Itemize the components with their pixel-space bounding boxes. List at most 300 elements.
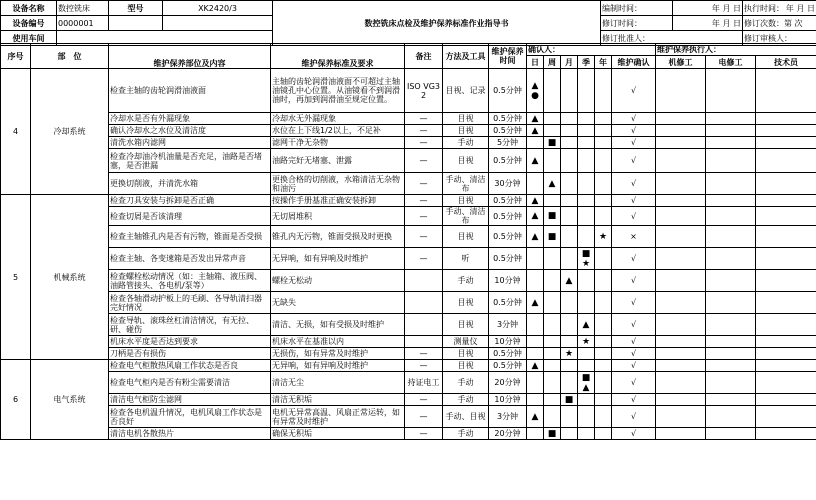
row-time: 20分钟 (489, 428, 527, 440)
row-month-mark (561, 372, 578, 394)
col-confirm: 维护确认 (612, 56, 656, 69)
row-confirm: √ (612, 314, 656, 336)
row-season-mark (578, 173, 595, 195)
row-season-mark: ■ ★ (578, 248, 595, 270)
row-season-mark (578, 348, 595, 360)
row-week-mark (544, 270, 561, 292)
row-day-mark (527, 137, 544, 149)
row-day-mark: ▲ (527, 292, 544, 314)
row-method: 手动 (443, 428, 489, 440)
row-year-mark (595, 125, 612, 137)
revise-reviewer-label: 修订审核人： (743, 31, 816, 46)
col-method: 方法及工具 (443, 44, 489, 69)
row-method: 手动 (443, 394, 489, 406)
row-year-mark (595, 113, 612, 125)
row-day-mark: ▲ (527, 207, 544, 226)
row-elec (706, 394, 756, 406)
row-season-mark (578, 360, 595, 372)
row-season-mark (578, 226, 595, 248)
row-week-mark (544, 292, 561, 314)
row-month-mark (561, 173, 578, 195)
row-time: 0.5分钟 (489, 348, 527, 360)
row-day-mark (527, 336, 544, 348)
revise-count-text: 修订次数： (744, 18, 784, 28)
row-confirm: √ (612, 113, 656, 125)
row-year-mark (595, 314, 612, 336)
row-year-mark (595, 360, 612, 372)
row-tech (756, 314, 816, 336)
row-elec (706, 336, 756, 348)
row-tech (756, 173, 816, 195)
row-day-mark (527, 372, 544, 394)
row-standard: 无异响，如有异响及时维护 (271, 248, 405, 270)
row-content: 冷却水是否有外漏现象 (109, 113, 271, 125)
row-week-mark (544, 149, 561, 173)
table-row (1, 428, 816, 440)
row-month-mark (561, 207, 578, 226)
row-note: — (405, 149, 443, 173)
row-note: — (405, 428, 443, 440)
row-week-mark (544, 360, 561, 372)
row-elec (706, 248, 756, 270)
row-content: 刀柄是否有损伤 (109, 348, 271, 360)
device-name-value: 数控铣床 (57, 1, 109, 16)
row-method: 目视 (443, 125, 489, 137)
row-month-mark: ★ (561, 348, 578, 360)
row-season-mark (578, 270, 595, 292)
col-day: 日 (527, 56, 544, 69)
row-day-mark (527, 428, 544, 440)
table-row (1, 270, 816, 292)
row-tech (756, 428, 816, 440)
row-year-mark (595, 348, 612, 360)
row-elec (706, 113, 756, 125)
row-month-mark (561, 125, 578, 137)
row-week-mark (544, 113, 561, 125)
row-standard: 机床水平在基准以内 (271, 336, 405, 348)
row-season-mark (578, 394, 595, 406)
maintenance-table (0, 43, 816, 440)
row-standard: 清洁、无损，如有受损及时维护 (271, 314, 405, 336)
row-time: 0.5分钟 (489, 195, 527, 207)
row-content: 检查电气柜散热风扇工作状态是否良 (109, 360, 271, 372)
col-month: 月 (561, 56, 578, 69)
group-part: 电气系统 (31, 360, 109, 440)
header-table (0, 0, 816, 46)
row-tech (756, 360, 816, 372)
row-content: 检查螺栓松动情况（如：主轴箱、液压阀、油路管接头、各电机/泵等） (109, 270, 271, 292)
row-week-mark: ■ (544, 226, 561, 248)
row-confirm: √ (612, 372, 656, 394)
row-note: — (405, 137, 443, 149)
table-row (1, 207, 816, 226)
exec-time-value: 年 月 日 (785, 3, 815, 13)
row-season-mark (578, 125, 595, 137)
row-year-mark (595, 406, 612, 428)
row-confirm: √ (612, 348, 656, 360)
row-year-mark (595, 372, 612, 394)
row-method: 目视 (443, 226, 489, 248)
row-elec (706, 226, 756, 248)
row-note: — (405, 248, 443, 270)
row-tech (756, 149, 816, 173)
row-content: 检查主轴、各变速箱是否发出异常声音 (109, 248, 271, 270)
row-standard: 冷却水无外漏现象 (271, 113, 405, 125)
col-week: 周 (544, 56, 561, 69)
row-confirm: √ (612, 149, 656, 173)
row-method: 目视、记录 (443, 69, 489, 113)
row-week-mark (544, 336, 561, 348)
table-row (1, 336, 816, 348)
row-year-mark (595, 270, 612, 292)
row-season-mark (578, 149, 595, 173)
row-elec (706, 137, 756, 149)
row-method: 目视 (443, 314, 489, 336)
row-content: 确认冷却水之水位及清洁度 (109, 125, 271, 137)
row-content: 清洗水箱内滤网 (109, 137, 271, 149)
row-time: 0.5分钟 (489, 69, 527, 113)
row-year-mark (595, 69, 612, 113)
row-elec (706, 360, 756, 372)
row-mech (656, 226, 706, 248)
exec-time-label (743, 1, 816, 16)
document-title: 数控铣床点检及维护保养标准作业指导书 (273, 1, 601, 46)
group-seq: 5 (1, 195, 31, 360)
row-confirm: √ (612, 360, 656, 372)
row-season-mark (578, 207, 595, 226)
row-mech (656, 314, 706, 336)
row-confirm: √ (612, 336, 656, 348)
row-elec (706, 372, 756, 394)
row-content: 检查电气柜内是否有粉尘需要清洁 (109, 372, 271, 394)
header-blank-1 (109, 16, 163, 31)
row-time: 0.5分钟 (489, 226, 527, 248)
row-note: — (405, 113, 443, 125)
row-month-mark (561, 113, 578, 125)
row-elec (706, 195, 756, 207)
row-standard: 确保无积垢 (271, 428, 405, 440)
row-tech (756, 113, 816, 125)
row-content: 检查各轴滑动护板上的毛刷、各导轨清扫器完好情况 (109, 292, 271, 314)
row-month-mark (561, 69, 578, 113)
row-method: 手动、清洁布 (443, 173, 489, 195)
row-week-mark (544, 394, 561, 406)
revise-approver-label: 修订批准人： (601, 31, 743, 46)
row-season-mark (578, 195, 595, 207)
row-elec (706, 292, 756, 314)
exec-time-text: 执行时间： (744, 3, 784, 13)
row-standard: 更换合格的切削液，水箱清洁无杂物和油污 (271, 173, 405, 195)
row-confirm: √ (612, 69, 656, 113)
row-season-mark (578, 113, 595, 125)
row-note: — (405, 394, 443, 406)
row-note (405, 270, 443, 292)
row-month-mark (561, 292, 578, 314)
row-time: 3分钟 (489, 406, 527, 428)
row-content: 检查主轴锥孔内是否有污物，锥面是否受损 (109, 226, 271, 248)
row-year-mark (595, 292, 612, 314)
row-day-mark: ▲ (527, 125, 544, 137)
row-note: — (405, 195, 443, 207)
row-tech (756, 207, 816, 226)
row-day-mark: ▲ (527, 406, 544, 428)
table-row (1, 137, 816, 149)
compiled-time-label: 编制时间： (601, 1, 673, 16)
col-content: 维护保养部位及内容 (109, 44, 271, 69)
row-time: 0.5分钟 (489, 113, 527, 125)
row-elec (706, 314, 756, 336)
row-time: 10分钟 (489, 336, 527, 348)
row-week-mark: ■ (544, 207, 561, 226)
row-day-mark: ▲ (527, 226, 544, 248)
table-row (1, 113, 816, 125)
row-mech (656, 113, 706, 125)
col-seq: 序号 (1, 44, 31, 69)
row-year-mark (595, 248, 612, 270)
row-year-mark (595, 149, 612, 173)
row-note: 持证电工 (405, 372, 443, 394)
group-part: 机械系统 (31, 195, 109, 360)
row-tech (756, 292, 816, 314)
row-content: 检查主轴的齿轮润滑油液面 (109, 69, 271, 113)
row-day-mark: ▲ (527, 149, 544, 173)
col-season: 季 (578, 56, 595, 69)
row-tech (756, 137, 816, 149)
row-day-mark: ▲ ● (527, 69, 544, 113)
col-executor: 维护保养执行人： (656, 44, 816, 56)
table-row (1, 372, 816, 394)
row-confirm: √ (612, 248, 656, 270)
row-month-mark (561, 314, 578, 336)
row-standard: 锥孔内无污物，锥面受损及时更换 (271, 226, 405, 248)
row-method: 手动 (443, 137, 489, 149)
row-season-mark: ▲ (578, 314, 595, 336)
row-confirm: √ (612, 394, 656, 406)
col-confirmer: 确认人： (527, 44, 656, 56)
row-standard: 无损伤，如有异常及时维护 (271, 348, 405, 360)
row-method: 听 (443, 248, 489, 270)
row-standard: 滤网干净无杂物 (271, 137, 405, 149)
row-season-mark (578, 428, 595, 440)
row-confirm: √ (612, 270, 656, 292)
row-season-mark: ■ ▲ (578, 372, 595, 394)
row-method: 目视 (443, 292, 489, 314)
row-content: 清洁电机各散热片 (109, 428, 271, 440)
row-method: 手动、目视 (443, 406, 489, 428)
row-method: 目视 (443, 360, 489, 372)
row-time: 3分钟 (489, 314, 527, 336)
group-seq: 4 (1, 69, 31, 195)
row-method: 手动、清洁布 (443, 207, 489, 226)
row-elec (706, 69, 756, 113)
workshop-label: 使用车间 (1, 31, 57, 46)
row-content: 检查各电机温升情况，电机风扇工作状态是否良好 (109, 406, 271, 428)
row-time: 10分钟 (489, 270, 527, 292)
device-no-label: 设备编号 (1, 16, 57, 31)
row-month-mark (561, 137, 578, 149)
row-confirm: √ (612, 137, 656, 149)
row-time: 0.5分钟 (489, 149, 527, 173)
row-week-mark (544, 195, 561, 207)
row-year-mark (595, 394, 612, 406)
row-note (405, 314, 443, 336)
row-year-mark: ★ (595, 226, 612, 248)
row-tech (756, 372, 816, 394)
row-note: — (405, 226, 443, 248)
row-mech (656, 348, 706, 360)
table-row (1, 69, 816, 113)
row-method: 目视 (443, 113, 489, 125)
model-label: 型号 (109, 1, 163, 16)
row-day-mark: ▲ (527, 360, 544, 372)
row-mech (656, 292, 706, 314)
header-blank-2 (163, 16, 273, 31)
row-month-mark (561, 406, 578, 428)
table-row (1, 226, 816, 248)
row-year-mark (595, 207, 612, 226)
row-elec (706, 428, 756, 440)
row-month-mark (561, 336, 578, 348)
table-row (1, 406, 816, 428)
row-week-mark (544, 406, 561, 428)
row-standard: 清洁无积垢 (271, 394, 405, 406)
col-note: 备注 (405, 44, 443, 69)
row-tech (756, 394, 816, 406)
row-confirm: √ (612, 125, 656, 137)
row-confirm: √ (612, 406, 656, 428)
row-tech (756, 69, 816, 113)
row-time: 0.5分钟 (489, 207, 527, 226)
table-row (1, 149, 816, 173)
row-note (405, 336, 443, 348)
row-confirm: √ (612, 207, 656, 226)
row-standard: 无缺失 (271, 292, 405, 314)
row-week-mark (544, 348, 561, 360)
col-part: 部 位 (31, 44, 109, 69)
row-content: 机床水平度是否达到要求 (109, 336, 271, 348)
row-year-mark (595, 173, 612, 195)
row-season-mark (578, 292, 595, 314)
row-tech (756, 226, 816, 248)
row-mech (656, 270, 706, 292)
table-row (1, 195, 816, 207)
row-standard: 油路完好无堵塞、泄露 (271, 149, 405, 173)
row-week-mark (544, 69, 561, 113)
revise-time-value: 年 月 日 (673, 16, 743, 31)
row-tech (756, 348, 816, 360)
row-standard: 主轴的齿轮润滑油液面不可超过主轴油镜孔中心位置。从油镜看不到润滑油时，再加到润滑油至规定位置。 (271, 69, 405, 113)
row-mech (656, 248, 706, 270)
row-note: — (405, 360, 443, 372)
row-content: 检查切屑是否该清理 (109, 207, 271, 226)
row-week-mark: ■ (544, 428, 561, 440)
row-day-mark: ▲ (527, 195, 544, 207)
row-confirm: √ (612, 292, 656, 314)
row-confirm: × (612, 226, 656, 248)
table-row (1, 248, 816, 270)
col-tech: 技术员 (756, 56, 816, 69)
row-note (405, 292, 443, 314)
row-week-mark (544, 314, 561, 336)
row-standard: 无切屑堆积 (271, 207, 405, 226)
row-standard: 电机无异常高温、风扇正常运转，如有异常及时维护 (271, 406, 405, 428)
row-time: 0.5分钟 (489, 125, 527, 137)
table-row (1, 360, 816, 372)
group-part: 冷却系统 (31, 69, 109, 195)
row-content: 更换切削液，并清洗水箱 (109, 173, 271, 195)
row-month-mark (561, 360, 578, 372)
row-time: 20分钟 (489, 372, 527, 394)
row-time: 0.5分钟 (489, 292, 527, 314)
model-value: XK2420/3 (163, 1, 273, 16)
row-season-mark: ★ (578, 336, 595, 348)
row-mech (656, 173, 706, 195)
row-season-mark (578, 406, 595, 428)
row-mech (656, 406, 706, 428)
row-mech (656, 372, 706, 394)
row-standard: 无异响，如有异响及时维护 (271, 360, 405, 372)
device-name-label: 设备名称 (1, 1, 57, 16)
row-elec (706, 173, 756, 195)
row-month-mark (561, 195, 578, 207)
row-day-mark (527, 314, 544, 336)
row-year-mark (595, 336, 612, 348)
row-content: 清洁电气柜防尘滤网 (109, 394, 271, 406)
row-standard: 螺栓无松动 (271, 270, 405, 292)
row-method: 目视 (443, 149, 489, 173)
device-no-value: 0000001 (57, 16, 109, 31)
revise-count-value: 第 次 (784, 18, 803, 28)
row-year-mark (595, 195, 612, 207)
row-season-mark (578, 69, 595, 113)
row-day-mark: ▲ (527, 113, 544, 125)
col-elec: 电修工 (706, 56, 756, 69)
row-note: — (405, 207, 443, 226)
row-content: 检查导轨、滚珠丝杠清洁情况，有无拉、研、碰伤 (109, 314, 271, 336)
row-tech (756, 125, 816, 137)
row-day-mark (527, 173, 544, 195)
row-month-mark: ▲ (561, 270, 578, 292)
revise-count-label (743, 16, 816, 31)
row-mech (656, 149, 706, 173)
compiled-time-value: 年 月 日 (673, 1, 743, 16)
row-tech (756, 248, 816, 270)
row-week-mark (544, 248, 561, 270)
row-mech (656, 360, 706, 372)
table-row (1, 394, 816, 406)
row-tech (756, 336, 816, 348)
row-mech (656, 336, 706, 348)
row-week-mark: ■ (544, 137, 561, 149)
row-note: ISO VG32 (405, 69, 443, 113)
row-mech (656, 428, 706, 440)
table-row (1, 314, 816, 336)
row-elec (706, 270, 756, 292)
table-row (1, 173, 816, 195)
row-year-mark (595, 428, 612, 440)
row-method: 手动 (443, 372, 489, 394)
table-row (1, 348, 816, 360)
row-time: 5分钟 (489, 137, 527, 149)
row-month-mark (561, 149, 578, 173)
row-method: 手动 (443, 270, 489, 292)
row-day-mark (527, 248, 544, 270)
row-method: 目视 (443, 348, 489, 360)
row-year-mark (595, 137, 612, 149)
row-tech (756, 195, 816, 207)
row-note: — (405, 406, 443, 428)
row-elec (706, 207, 756, 226)
